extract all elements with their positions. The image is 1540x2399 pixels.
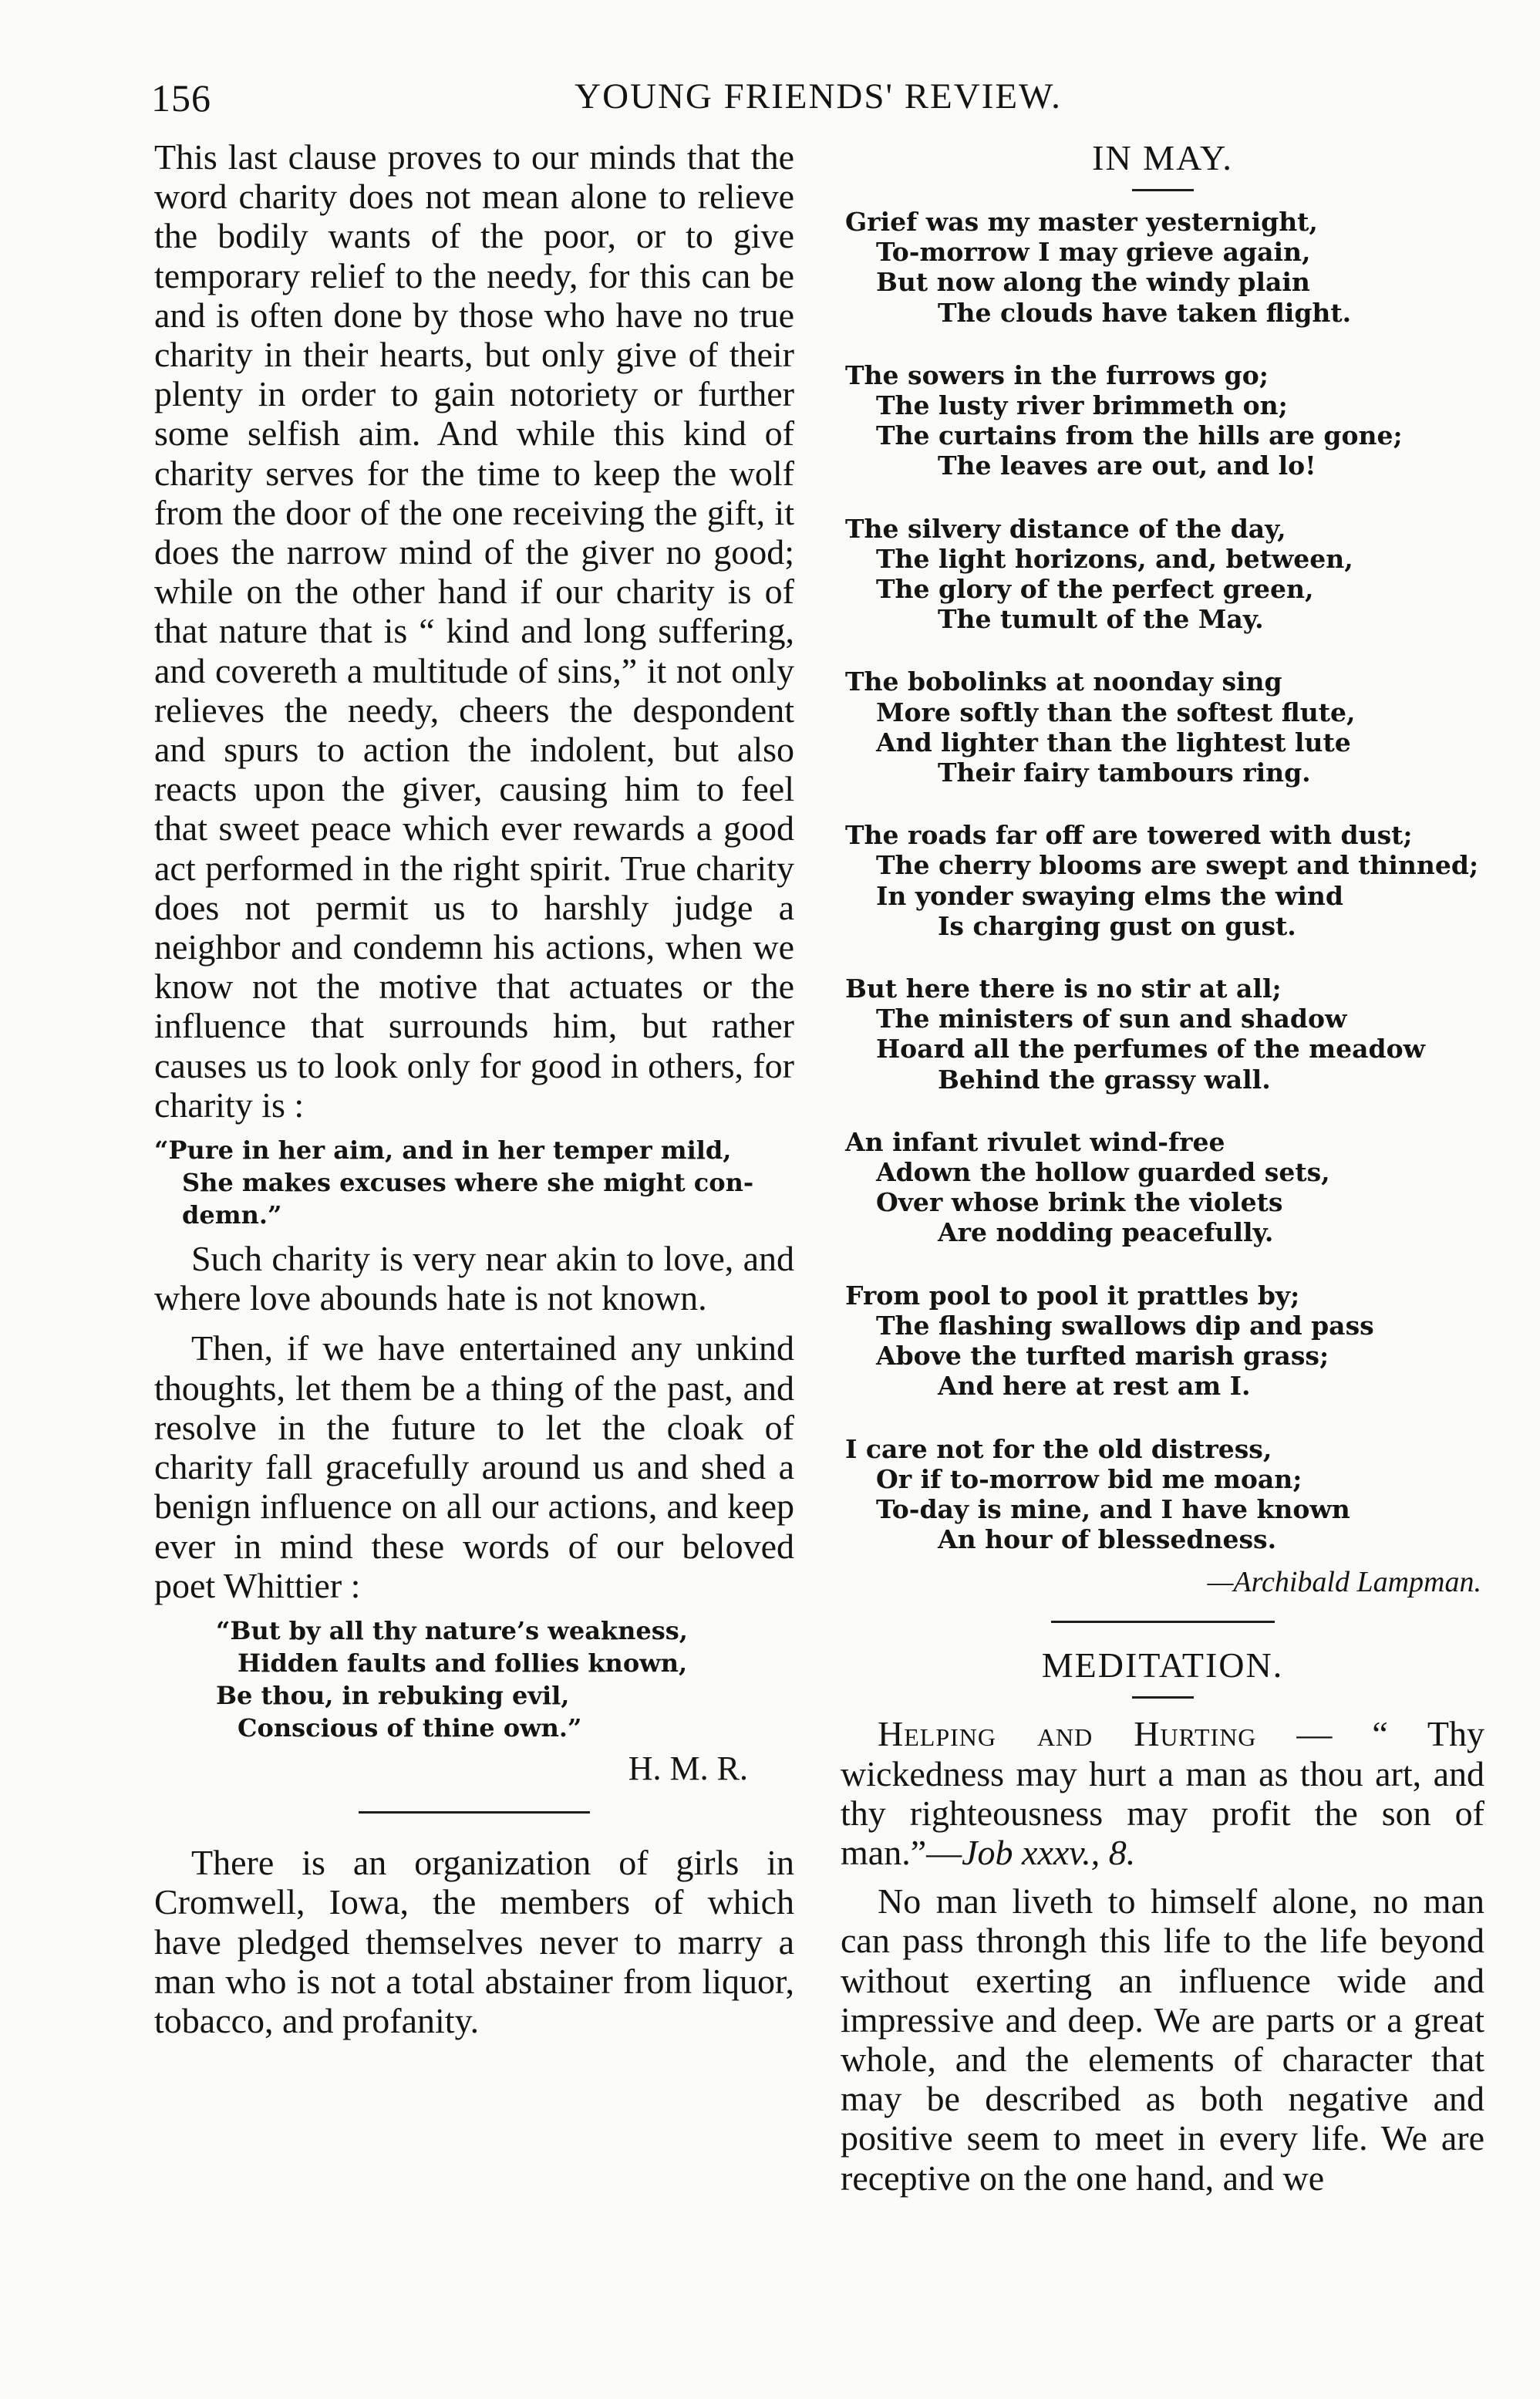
poem-stanza bbox=[845, 514, 1484, 635]
quote-line: Hidden faults and follies known, bbox=[238, 1648, 688, 1678]
poem-stanza bbox=[845, 207, 1484, 328]
left-column bbox=[154, 137, 794, 2040]
section-title: MEDITATION. bbox=[1041, 1645, 1284, 1685]
poem-line: The glory of the perfect green, bbox=[876, 574, 1314, 605]
poem-line: Above the turfted marish grass; bbox=[876, 1341, 1329, 1372]
poem-line: Grief was my master yesternight, bbox=[845, 207, 1318, 237]
cromwell-text: There is an organization of girls in Cromwell, Iowa, the members of which have pledged themselves never to marry a man who is not a total abstainer from liquor, tobacco, and profanity. bbox=[154, 1843, 794, 2040]
poem-line: Are nodding peacefully. bbox=[938, 1217, 1274, 1248]
poem-stanza bbox=[845, 360, 1484, 481]
poem-line: The curtains from the hills are gone; bbox=[876, 420, 1403, 451]
poem-line: The flashing swallows dip and pass bbox=[876, 1310, 1374, 1341]
poem-line: An infant rivulet wind-free bbox=[845, 1126, 1225, 1157]
poem-stanza bbox=[845, 666, 1484, 788]
section-divider bbox=[1051, 1621, 1275, 1623]
kindness-paragraph bbox=[154, 1328, 794, 1604]
poem-line: The bobolinks at noonday sing bbox=[845, 666, 1282, 697]
title-rule bbox=[1132, 1696, 1194, 1699]
poem-line: An hour of blessedness. bbox=[938, 1524, 1277, 1555]
poem-stanza bbox=[845, 820, 1484, 941]
poem-line: But now along the windy plain bbox=[876, 267, 1310, 298]
poem-line: Is charging gust on gust. bbox=[938, 910, 1296, 941]
whittier-quote bbox=[154, 1615, 794, 1744]
poem-line: To-day is mine, and I have known bbox=[876, 1493, 1350, 1524]
poem-line: Hoard all the perfumes of the meadow bbox=[876, 1034, 1426, 1065]
quote-line: “But by all thy nature’s weakness, bbox=[216, 1615, 688, 1645]
charity-paragraph: This last clause proves to our minds that the word charity does not mean alone to relieve the bodily wants of the poor, or to give temporary relief to the needy, for this can be and is often done by those who have no true charity in their hearts, but only give of their plenty in order to gain notoriety or further some selfish aim. And while this kind of charity serves for the time to keep the wolf from the door of the one receiving the gift, it does the narrow mind of the giver no good; while on the other hand if our charity is of that nature that is “ kind and long suffering, and covereth a multitude of sins,” it not only relieves the needy, cheers the despondent and spurs to action the indolent, but also reacts upon the giver, causing him to feel that sweet peace which ever rewards a good act performed in the right spirit. True charity does not permit us to harshly judge a neighbor and condemn his actions, when we know not the motive that actuates or the influence that surrounds him, but rather causes us to look only for good in others, for charity is : bbox=[154, 137, 794, 1125]
poem-line: Or if to-morrow bid me moan; bbox=[876, 1463, 1302, 1494]
poem-line: I care not for the old distress, bbox=[845, 1433, 1272, 1464]
poem-line: The leaves are out, and lo! bbox=[938, 450, 1316, 481]
poem-line: The tumult of the May. bbox=[938, 604, 1264, 635]
quote-line: “Pure in her aim, and in her temper mild, bbox=[154, 1135, 732, 1166]
meditation-scripture: — “ Thy wickedness may hurt a man as thou art, and thy righteousness may profit the son of man.”— bbox=[841, 1714, 1484, 1872]
page-number: 156 bbox=[151, 76, 211, 120]
poem-line: To-morrow I may grieve again, bbox=[876, 237, 1311, 268]
quote-line: She makes excuses where she might con- bbox=[182, 1168, 754, 1198]
poem-line: From pool to pool it prattles by; bbox=[845, 1280, 1300, 1311]
love-paragraph bbox=[154, 1239, 794, 1318]
poem-author: —Archibald Lampman. bbox=[1207, 1566, 1481, 1599]
poem-stanza bbox=[845, 1127, 1484, 1248]
poem-line: Over whose brink the violets bbox=[876, 1187, 1283, 1218]
author-signature: H. M. R. bbox=[628, 1749, 748, 1787]
poem-line: The sowers in the furrows go; bbox=[845, 359, 1269, 390]
poem-line: The light horizons, and, between, bbox=[876, 543, 1353, 574]
poem-stanza bbox=[845, 973, 1484, 1095]
title-rule bbox=[1132, 189, 1194, 191]
meditation-paragraph bbox=[841, 1881, 1484, 2198]
kindness-text: Then, if we have entertained any unkind thoughts, let them be a thing of the past, and resolve in the future to let the cloak of charity fall gracefully around us and shed a benign influence on all our actions, and keep ever in mind these words of our beloved poet Whittier : bbox=[154, 1328, 794, 1605]
poem-line: The cherry blooms are swept and thinned; bbox=[876, 850, 1479, 881]
love-text: Such charity is very near akin to love, and where love abounds hate is not known. bbox=[154, 1239, 794, 1318]
poem-line: The silvery distance of the day, bbox=[845, 513, 1286, 544]
poem-line: More softly than the softest flute, bbox=[876, 697, 1356, 727]
poem bbox=[841, 207, 1484, 1554]
poem-stanza bbox=[845, 1434, 1484, 1555]
meditation-lead: Helping and Hurting bbox=[878, 1714, 1257, 1754]
page-header bbox=[151, 76, 1485, 130]
poem-line: The ministers of sun and shadow bbox=[876, 1004, 1347, 1034]
charity-quote bbox=[154, 1134, 794, 1231]
cromwell-paragraph bbox=[154, 1843, 794, 2040]
meditation-text: No man liveth to himself alone, no man can pass throngh this life to the life beyond without exerting an influence wide and impressive and deep. We are parts or a great whole, and the elements of character that may be described as both negative and positive seem to meet in every life. We are receptive on the one hand, and we bbox=[841, 1881, 1484, 2198]
poem-line: The roads far off are towered with dust; bbox=[845, 820, 1413, 851]
poem-stanza bbox=[845, 1280, 1484, 1402]
poem-line: And lighter than the lightest lute bbox=[876, 727, 1351, 757]
poem-line: The lusty river brimmeth on; bbox=[876, 390, 1288, 421]
meditation-epigraph bbox=[841, 1714, 1484, 1872]
meditation-citation: Job xxxv., 8. bbox=[962, 1832, 1136, 1872]
poem-line: Adown the hollow guarded sets, bbox=[876, 1157, 1330, 1188]
poem-line: Their fairy tambours ring. bbox=[938, 757, 1311, 788]
quote-line: Be thou, in rebuking evil, bbox=[216, 1680, 570, 1710]
poem-line: Behind the grassy wall. bbox=[938, 1064, 1271, 1095]
quote-line: demn.” bbox=[182, 1200, 282, 1230]
poem-line: The clouds have taken flight. bbox=[938, 297, 1352, 328]
poem-line: But here there is no stir at all; bbox=[845, 973, 1282, 1004]
right-column bbox=[841, 137, 1484, 2198]
section-divider bbox=[359, 1811, 590, 1814]
poem-line: In yonder swaying elms the wind bbox=[876, 880, 1343, 911]
meditation-epigraph-text bbox=[841, 1714, 1484, 1872]
poem-line: And here at rest am I. bbox=[938, 1371, 1251, 1402]
running-head: YOUNG FRIENDS' REVIEW. bbox=[575, 76, 1062, 116]
quote-line: Conscious of thine own.” bbox=[238, 1712, 582, 1743]
poem-title: IN MAY. bbox=[1092, 138, 1233, 177]
